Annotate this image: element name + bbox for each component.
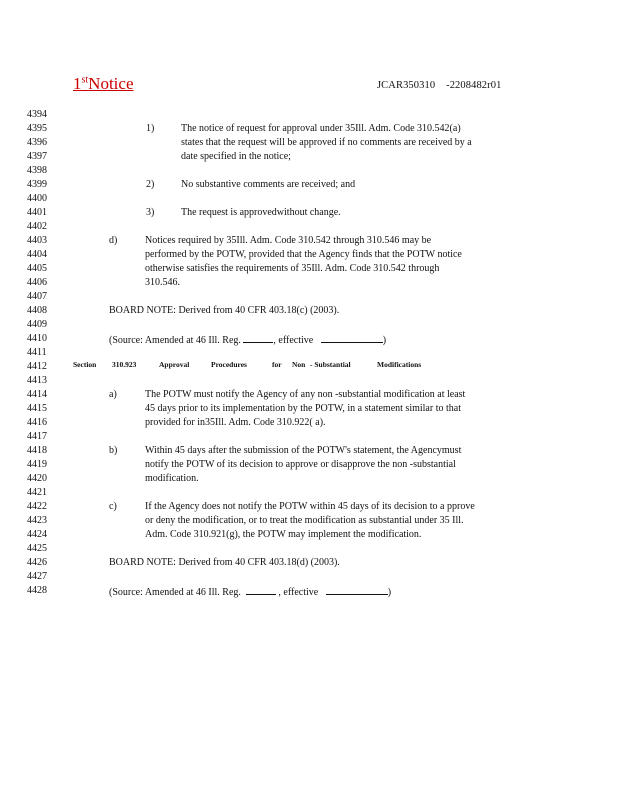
line-number: 4395 (27, 123, 47, 134)
line-number: 4404 (27, 249, 47, 260)
section-title-word: Modifications (377, 360, 422, 369)
text-line: 310.546. (145, 277, 180, 288)
line-number: 4407 (27, 291, 47, 302)
board-note: BOARD NOTE: Derived from 40 CFR 403.18(c) (2003). (109, 305, 340, 316)
item-marker: 1) (146, 123, 155, 134)
text-line: No substantive comments are received; and (181, 179, 356, 190)
text-line: states that the request will be approved if no comments are received by a (181, 137, 472, 148)
line-number: 4417 (27, 431, 47, 442)
line-number: 4419 (27, 459, 47, 470)
line-number: 4402 (27, 221, 47, 232)
text-line: Within 45 days after the submission of the POTW's statement, the Agencymust (145, 445, 462, 456)
text-line: 45 days prior to its implementation by the POTW, in a statement similar to that (145, 403, 461, 414)
line-number: 4421 (27, 487, 47, 498)
line-number: 4410 (27, 333, 47, 344)
text-line: Notices required by 35Ill. Adm. Code 310.542 through 310.546 may be (145, 235, 432, 246)
line-number: 4398 (27, 165, 47, 176)
jcar-code: JCAR350310 -2208482r01 (377, 80, 502, 91)
text-line: provided for in35Ill. Adm. Code 310.922( a). (145, 417, 326, 428)
section-title-word: for (272, 360, 282, 369)
text-line: If the Agency does not notify the POTW within 45 days of its decision to a pprove (145, 501, 475, 512)
text-line: The notice of request for approval under 35Ill. Adm. Code 310.542(a) (181, 123, 461, 134)
line-number: 4414 (27, 389, 47, 400)
line-number: 4409 (27, 319, 47, 330)
item-marker: a) (109, 389, 117, 400)
text-line: The request is approvedwithout change. (181, 207, 341, 218)
line-number: 4415 (27, 403, 47, 414)
line-number: 4400 (27, 193, 47, 204)
line-number: 4423 (27, 515, 47, 526)
text-line: date specified in the notice; (181, 151, 291, 162)
source-note: (Source: Amended at 46 Ill. Reg. , effective ) (109, 335, 387, 346)
notice-title: 1stNotice (73, 74, 134, 93)
section-title-word: Procedures (211, 360, 247, 369)
line-number: 4401 (27, 207, 47, 218)
item-marker: 3) (146, 207, 155, 218)
line-number: 4412 (27, 361, 47, 372)
item-marker: b) (109, 445, 118, 456)
source-note: (Source: Amended at 46 Ill. Reg. , effective ) (109, 587, 392, 598)
section-title-word: Approval (159, 360, 190, 369)
line-number: 4420 (27, 473, 47, 484)
line-number: 4422 (27, 501, 47, 512)
line-number: 4408 (27, 305, 47, 316)
line-number: 4426 (27, 557, 47, 568)
line-number: 4416 (27, 417, 47, 428)
text-line: otherwise satisfies the requirements of 35Ill. Adm. Code 310.542 through (145, 263, 440, 274)
text-line: or deny the modification, or to treat the modification as substantial under 35 Ill. (145, 515, 464, 526)
item-marker: c) (109, 501, 117, 512)
line-number: 4396 (27, 137, 47, 148)
line-number: 4413 (27, 375, 47, 386)
text-line: Adm. Code 310.921(g), the POTW may implement the modification. (145, 529, 422, 540)
text-line: modification. (145, 473, 199, 484)
line-number: 4394 (27, 109, 47, 120)
text-line: performed by the POTW, provided that the Agency finds that the POTW notice (145, 249, 462, 260)
line-number: 4411 (27, 347, 47, 358)
line-number: 4428 (27, 585, 47, 596)
line-number: 4405 (27, 263, 47, 274)
item-marker: 2) (146, 179, 155, 190)
section-label: Section (73, 360, 97, 369)
item-marker: d) (109, 235, 118, 246)
line-number: 4424 (27, 529, 47, 540)
line-number: 4397 (27, 151, 47, 162)
line-number: 4427 (27, 571, 47, 582)
line-number: 4403 (27, 235, 47, 246)
line-number: 4418 (27, 445, 47, 456)
line-number: 4406 (27, 277, 47, 288)
line-number: 4425 (27, 543, 47, 554)
section-title-word: Non (292, 360, 306, 369)
section-title-word: - Substantial (310, 360, 351, 369)
board-note: BOARD NOTE: Derived from 40 CFR 403.18(d) (2003). (109, 557, 340, 568)
text-line: The POTW must notify the Agency of any non -substantial modification at least (145, 389, 466, 400)
text-line: notify the POTW of its decision to approve or disapprove the non -substantial (145, 459, 456, 470)
section-number: 310.923 (112, 360, 137, 369)
line-number: 4399 (27, 179, 47, 190)
